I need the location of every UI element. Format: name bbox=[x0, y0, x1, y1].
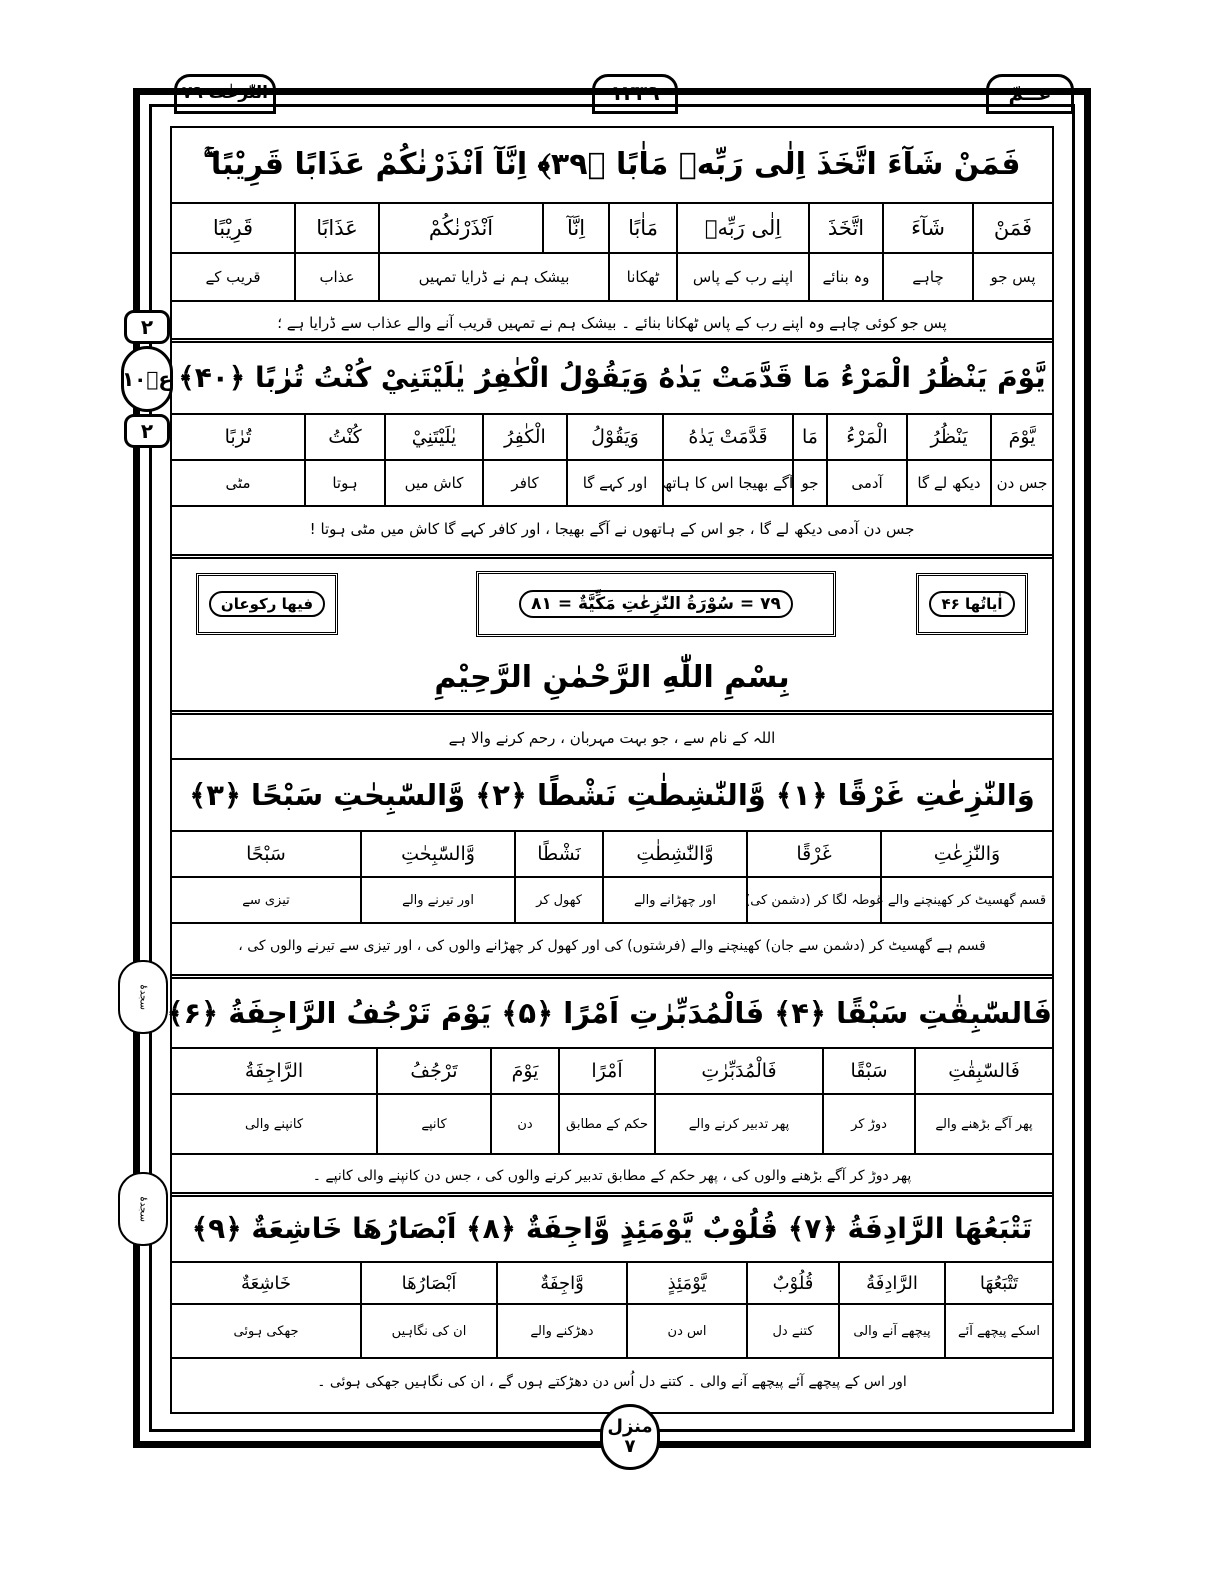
word: تَرْجُفُ bbox=[376, 1049, 490, 1093]
surah-title-box: ۷۹ = سُوْرَةُ النّٰزِعٰتِ مَكِّيَّةٌ = ۸۱ bbox=[476, 571, 836, 637]
page-content bbox=[166, 126, 1054, 1414]
ayat-count-box: اٰیاتُھا ۴۶ bbox=[916, 573, 1028, 635]
meaning: جو bbox=[792, 461, 826, 505]
word-row bbox=[172, 1261, 1052, 1303]
word: كُنْتُ bbox=[304, 415, 384, 459]
margin-mark-1: سجدۂ bbox=[118, 960, 168, 1034]
bismillah: بِسْمِ اللّٰهِ الرَّحْمٰنِ الرَّحِيْمِ bbox=[434, 660, 790, 695]
bismillah-translation: اللہ کے نام سے ، جو بہت مہربان ، رحم کرنے والا ہے bbox=[172, 710, 1052, 761]
section-3 bbox=[172, 758, 1052, 968]
translation: پس جو کوئی چاہے وہ اپنے رب کے پاس ٹھکانا بنائے ۔ بیشک ہم نے تمہیں قریب آنے والے عذاب سے ڈرایا ہے ؛ bbox=[172, 300, 1052, 344]
word: الْكٰفِرُ bbox=[482, 415, 566, 459]
section-1 bbox=[172, 128, 1052, 344]
manzil-label: منزل bbox=[607, 1416, 653, 1437]
word-row bbox=[172, 413, 1052, 459]
word: الْمَرْءُ bbox=[826, 415, 906, 459]
word: وَّالسّٰبِحٰتِ bbox=[360, 832, 514, 876]
meaning: اور چھڑانے والے bbox=[602, 878, 746, 922]
meaning: دیکھ لے گا bbox=[906, 461, 990, 505]
meaning: دن bbox=[490, 1095, 558, 1153]
word: اَمْرًا bbox=[558, 1049, 654, 1093]
word: قَرِيْبًا bbox=[212, 216, 254, 240]
word: نَشْطًا bbox=[514, 832, 602, 876]
word: اَبْصَارُهَا bbox=[360, 1263, 496, 1303]
surah-header bbox=[172, 554, 1052, 710]
meaning: حکم کے مطابق bbox=[558, 1095, 654, 1153]
word: وَالنّٰزِعٰتِ bbox=[880, 832, 1052, 876]
meaning-row bbox=[172, 1303, 1052, 1357]
meaning: آدمی bbox=[826, 461, 906, 505]
meaning: قریب کے bbox=[205, 268, 261, 286]
word: فَالسّٰبِقٰتِ bbox=[914, 1049, 1052, 1093]
section-2 bbox=[172, 338, 1052, 551]
word: اِلٰى رَبِّهٖ bbox=[676, 204, 808, 252]
translation: پھر دوڑ کر آگے بڑھنے والوں کی ، پھر حکم کے مطابق تدبیر کرنے والوں کی ، جس دن کانپنے والی کانپے ۔ bbox=[172, 1153, 1052, 1197]
meaning: کھول کر bbox=[514, 878, 602, 922]
section-4 bbox=[166, 974, 1052, 1197]
meaning: کانپے bbox=[376, 1095, 490, 1153]
page-number: ۱۲۳۹ bbox=[610, 81, 660, 105]
meaning: کافر bbox=[482, 461, 566, 505]
meaning: پھر تدبیر کرنے والے bbox=[654, 1095, 822, 1153]
meaning: اس دن bbox=[626, 1305, 746, 1357]
word: وَّاجِفَةٌ bbox=[496, 1263, 626, 1303]
arabic-verse: وَالنّٰزِعٰتِ غَرْقًا ﴿۱﴾ وَّالنّٰشِطٰتِ نَشْطًا ﴿۲﴾ وَّالسّٰبِحٰتِ سَبْحًا ﴿۳﴾ bbox=[189, 778, 1035, 812]
meaning: آگے بھیجا اس کا ہاتھ bbox=[662, 461, 792, 505]
word: عَذَابًا bbox=[294, 204, 378, 252]
meaning: کاش میں bbox=[384, 461, 482, 505]
word: يَنْظُرُ bbox=[906, 415, 990, 459]
word: فَمَنْ bbox=[972, 204, 1052, 252]
meaning: چاہے bbox=[882, 254, 972, 300]
translation: اور اس کے پیچھے آئے پیچھے آنے والی ۔ کتنے دل اُس دن دھڑکتے ہوں گے ، ان کی نگاہیں جھکی ہوئی ۔ bbox=[172, 1357, 1052, 1405]
word: تَتْبَعُهَا bbox=[944, 1263, 1052, 1303]
manzil-marker bbox=[600, 1404, 660, 1470]
word: وَّالنّٰشِطٰتِ bbox=[602, 832, 746, 876]
word: فَالْمُدَبِّرٰتِ bbox=[654, 1049, 822, 1093]
word-row bbox=[172, 830, 1052, 876]
word: يَّوْمَ bbox=[990, 415, 1052, 459]
word: شَآءَ bbox=[882, 204, 972, 252]
meaning: کتنے دل bbox=[746, 1305, 838, 1357]
meaning: جھکی ہوئی bbox=[233, 1323, 299, 1339]
margin-mark-2: سجدۂ bbox=[118, 1172, 168, 1246]
translation: جس دن آدمی دیکھ لے گا ، جو اس کے ہاتھوں نے آگے بھیجا ، اور کافر کہے گا کاش میں مٹی ہوتا ! bbox=[172, 505, 1052, 551]
word: اِنَّآ bbox=[542, 204, 608, 252]
word: مَاٰبًا bbox=[608, 204, 676, 252]
meaning: پیچھے آنے والی bbox=[838, 1305, 944, 1357]
word: اتَّخَذَ bbox=[808, 204, 882, 252]
manzil-number: ۷ bbox=[624, 1436, 636, 1457]
meaning: کانپنے والی bbox=[244, 1116, 304, 1132]
meaning: دوڑ کر bbox=[822, 1095, 914, 1153]
meaning: پھر آگے بڑھنے والے bbox=[914, 1095, 1052, 1153]
meaning: اپنے رب کے پاس bbox=[676, 254, 808, 300]
meaning: غوطہ لگا کر (دشمن کی) bbox=[746, 878, 880, 922]
meaning: وہ بنائے bbox=[808, 254, 882, 300]
word-row bbox=[172, 1047, 1052, 1093]
word: مَا bbox=[792, 415, 826, 459]
meaning: ان کی نگاہیں bbox=[360, 1305, 496, 1357]
word: غَرْقًا bbox=[746, 832, 880, 876]
section-5 bbox=[172, 1192, 1052, 1405]
bismillah-translation-row bbox=[172, 710, 1052, 761]
word: يَّوْمَئِذٍ bbox=[626, 1263, 746, 1303]
meaning: ٹھکانا bbox=[608, 254, 676, 300]
word: سَبْقًا bbox=[822, 1049, 914, 1093]
word-row bbox=[172, 202, 1052, 252]
surah-name-header: النّٰزعٰت ۷۹ bbox=[181, 83, 269, 103]
meaning: عذاب bbox=[294, 254, 378, 300]
arabic-verse: فَالسّٰبِقٰتِ سَبْقًا ﴿۴﴾ فَالْمُدَبِّرٰتِ اَمْرًا ﴿۵﴾ يَوْمَ تَرْجُفُ الرَّاجِفَةُ ﴿۶﴾ bbox=[166, 996, 1052, 1030]
arabic-verse: يَّوْمَ يَنْظُرُ الْمَرْءُ مَا قَدَّمَتْ يَدٰهُ وَيَقُوْلُ الْكٰفِرُ يٰلَيْتَنِيْ كُنْتُ تُرٰبًا ﴿۴۰﴾ bbox=[178, 361, 1046, 394]
arabic-verse: تَتْبَعُهَا الرَّادِفَةُ ﴿۷﴾ قُلُوْبٌ يَّوْمَئِذٍ وَّاجِفَةٌ ﴿۸﴾ اَبْصَارُهَا خَاشِعَةٌ ﴿۹﴾ bbox=[191, 1212, 1033, 1245]
side-marker-bottom: ۲ bbox=[124, 414, 170, 448]
meaning: پس جو bbox=[972, 254, 1052, 300]
arabic-verse: فَمَنْ شَآءَ اتَّخَذَ اِلٰى رَبِّهٖ مَاٰبًا ﴿۳۹﴾ اِنَّآ اَنْذَرْنٰكُمْ عَذَابًا قَرِيْبًا ۚۖ bbox=[203, 147, 1021, 182]
meaning: تیزی سے bbox=[242, 892, 290, 908]
side-marker-top: ۲ bbox=[124, 310, 170, 344]
translation: قسم ہے گھسیٹ کر (دشمن سے جان) کھینچنے والے (فرشتوں) کی اور کھول کر چھڑانے والوں کی ، اور تیزی سے تیرنے والوں کی ، bbox=[172, 922, 1052, 968]
meaning: بیشک ہم نے ڈرایا تمہیں bbox=[378, 254, 608, 300]
word: اَنْذَرْنٰكُمْ bbox=[378, 204, 542, 252]
word: قُلُوْبٌ bbox=[746, 1263, 838, 1303]
meaning: جس دن bbox=[990, 461, 1052, 505]
juz-name: عــمّ bbox=[1008, 81, 1052, 105]
word: الرَّادِفَةُ bbox=[838, 1263, 944, 1303]
meaning-row bbox=[172, 876, 1052, 922]
word: الرَّاجِفَةُ bbox=[244, 1060, 304, 1082]
meaning-row bbox=[172, 1093, 1052, 1153]
meaning: مٹی bbox=[225, 474, 251, 492]
meaning: اسکے پیچھے آئے bbox=[944, 1305, 1052, 1357]
ruku-count-box: فیھا رکوعان bbox=[196, 573, 338, 635]
word: يٰلَيْتَنِيْ bbox=[384, 415, 482, 459]
word: تُرٰبًا bbox=[224, 426, 252, 448]
meaning: قسم گھسیٹ کر کھینچنے والے bbox=[880, 878, 1052, 922]
ruku-marker: عٖ۱۰ bbox=[121, 346, 173, 412]
meaning: اور کہے گا bbox=[566, 461, 662, 505]
meaning: ہوتا bbox=[304, 461, 384, 505]
word: وَيَقُوْلُ bbox=[566, 415, 662, 459]
meaning: دھڑکنے والے bbox=[496, 1305, 626, 1357]
word: يَوْمَ bbox=[490, 1049, 558, 1093]
word: قَدَّمَتْ يَدٰهُ bbox=[662, 415, 792, 459]
word: خَاشِعَةٌ bbox=[240, 1272, 292, 1294]
meaning-row bbox=[172, 252, 1052, 300]
meaning-row bbox=[172, 459, 1052, 505]
word: سَبْحًا bbox=[246, 843, 286, 865]
meaning: اور تیرنے والے bbox=[360, 878, 514, 922]
